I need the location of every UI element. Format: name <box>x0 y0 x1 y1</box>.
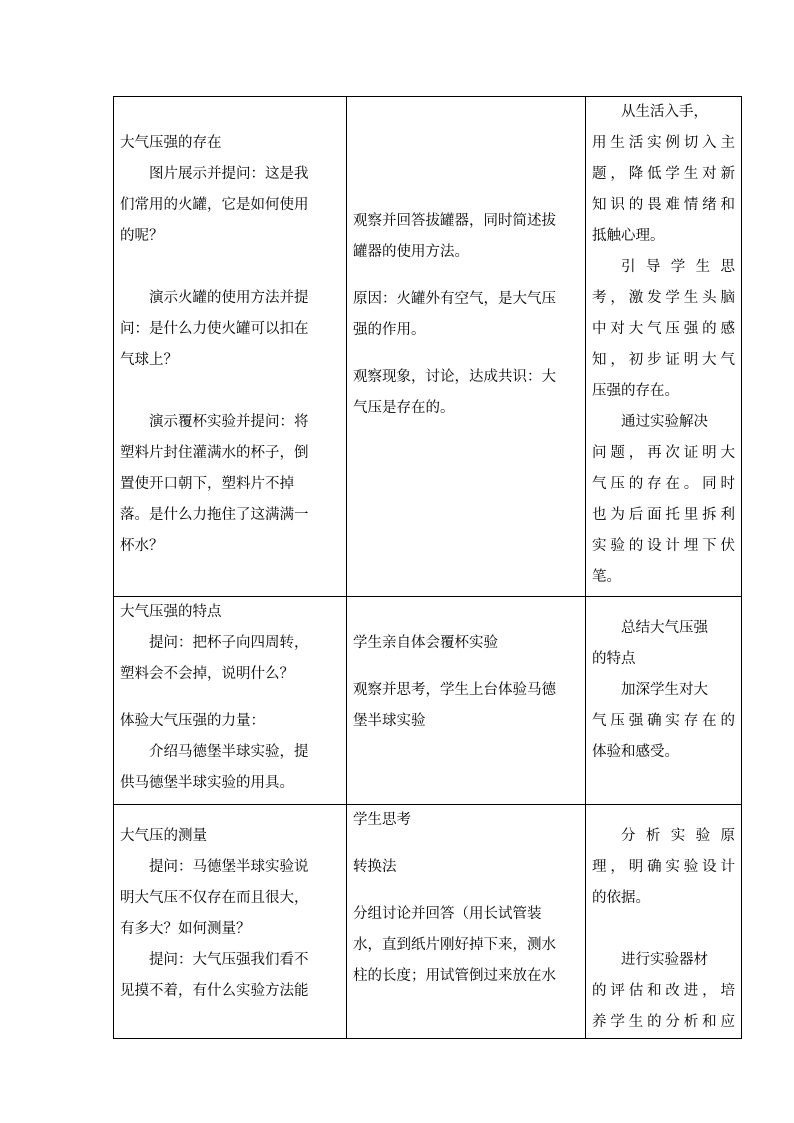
text-line: 落。是什么力拖住了这满满一 <box>120 507 309 523</box>
teacher-activity-cell <box>114 597 347 805</box>
text-line: 们常用的火罐，它是如何使用 <box>120 197 309 213</box>
student-activity-cell <box>347 97 586 597</box>
text-line: 问：是什么力使火罐可以扣在 <box>120 321 309 337</box>
lesson-plan-table <box>113 96 742 1039</box>
table-row <box>114 597 742 805</box>
text-line: 考，激发学生头脑 <box>592 290 735 306</box>
text-line: 抵触心理。 <box>592 228 665 244</box>
text-line: 演示火罐的使用方法并提 <box>149 290 309 306</box>
text-line: 介绍马德堡半球实验，提 <box>149 744 309 760</box>
text-line: 罐器的使用方法。 <box>353 244 469 260</box>
text-line: 观察现象，讨论，达成共识：大 <box>353 369 556 385</box>
text-line: 提问：大气压强我们看不 <box>149 952 309 968</box>
text-line: 有多大？如何测量？ <box>120 921 251 937</box>
text-line: 分组讨论并回答（用长试管装 <box>353 906 542 922</box>
text-line: 实验的设计埋下伏 <box>592 538 735 554</box>
text-line: 见摸不着，有什么实验方法能 <box>120 983 309 999</box>
text-line: 的呢？ <box>120 228 164 244</box>
text-line: 中对大气压强的感 <box>592 321 735 337</box>
text-line: 置使开口朝下，塑料片不掉 <box>120 476 294 492</box>
design-intent-cell <box>586 805 742 1039</box>
text-line: 学生亲自体会覆杯实验 <box>353 635 498 651</box>
text-line: 堡半球实验 <box>353 713 426 729</box>
text-line: 杯水？ <box>120 538 164 554</box>
text-line: 柱的长度；用试管倒过来放在水 <box>353 968 556 984</box>
section-heading: 大气压强的特点 <box>120 604 222 620</box>
text-line: 引导学生思 <box>621 259 735 275</box>
text-line: 的依据。 <box>592 890 650 906</box>
text-line: 进行实验器材 <box>621 952 708 968</box>
section-heading: 大气压的测量 <box>120 828 207 844</box>
text-line: 学生思考 <box>353 812 411 828</box>
text-line: 塑料片封住灌满水的杯子，倒 <box>120 445 309 461</box>
text-line: 气压强确实存在的 <box>592 713 735 729</box>
text-line: 题，降低学生对新 <box>592 166 735 182</box>
section-heading: 大气压强的存在 <box>120 135 222 151</box>
text-line: 原因：火罐外有空气，是大气压 <box>353 291 556 307</box>
text-line: 加深学生对大 <box>621 682 708 698</box>
text-line: 气球上？ <box>120 352 178 368</box>
text-line: 图片展示并提问：这是我 <box>149 166 309 182</box>
text-line: 总结大气压强 <box>621 620 708 636</box>
text-line: 气压是存在的。 <box>353 400 455 416</box>
table-row <box>114 97 742 597</box>
text-line: 转换法 <box>353 859 397 875</box>
text-line: 通过实验解决 <box>621 414 708 430</box>
text-line: 也为后面托里拆利 <box>592 507 735 523</box>
text-line: 水，直到纸片刚好掉下来，测水 <box>353 937 556 953</box>
text-line: 提问：马德堡半球实验说 <box>149 859 309 875</box>
text-line: 笔。 <box>592 569 621 585</box>
text-line: 理，明确实验设计 <box>592 859 735 875</box>
text-line: 提问：把杯子向四周转， <box>149 635 309 651</box>
text-line: 知识的畏难情绪和 <box>592 197 735 213</box>
design-intent-cell <box>586 597 742 805</box>
text-line: 用生活实例切入主 <box>592 135 735 151</box>
text-line: 压强的存在。 <box>592 383 679 399</box>
text-line: 养学生的分析和应 <box>592 1014 735 1030</box>
student-activity-cell <box>347 805 586 1039</box>
text-line: 明大气压不仅存在而且很大， <box>120 890 309 906</box>
text-line: 演示覆杯实验并提问：将 <box>149 414 309 430</box>
student-activity-cell <box>347 597 586 805</box>
text-line: 供马德堡半球实验的用具。 <box>120 775 294 791</box>
text-line: 观察并回答拔罐器，同时简述拔 <box>353 213 556 229</box>
text-line: 塑料会不会掉，说明什么？ <box>120 666 294 682</box>
table-row <box>114 805 742 1039</box>
teacher-activity-cell <box>114 97 347 597</box>
text-line: 的评估和改进，培 <box>592 983 735 999</box>
text-line: 分析实验原 <box>621 828 735 844</box>
teacher-activity-cell <box>114 805 347 1039</box>
text-line: 体验大气压强的力量： <box>120 713 265 729</box>
design-intent-cell <box>586 97 742 597</box>
text-line: 知，初步证明大气 <box>592 352 735 368</box>
text-line: 问题，再次证明大 <box>592 445 735 461</box>
text-line: 的特点 <box>592 651 636 667</box>
text-line: 气压的存在。同时 <box>592 476 735 492</box>
text-line: 从生活入手， <box>621 104 708 120</box>
text-line: 观察并思考，学生上台体验马德 <box>353 682 556 698</box>
text-line: 体验和感受。 <box>592 744 679 760</box>
text-line: 强的作用。 <box>353 322 426 338</box>
